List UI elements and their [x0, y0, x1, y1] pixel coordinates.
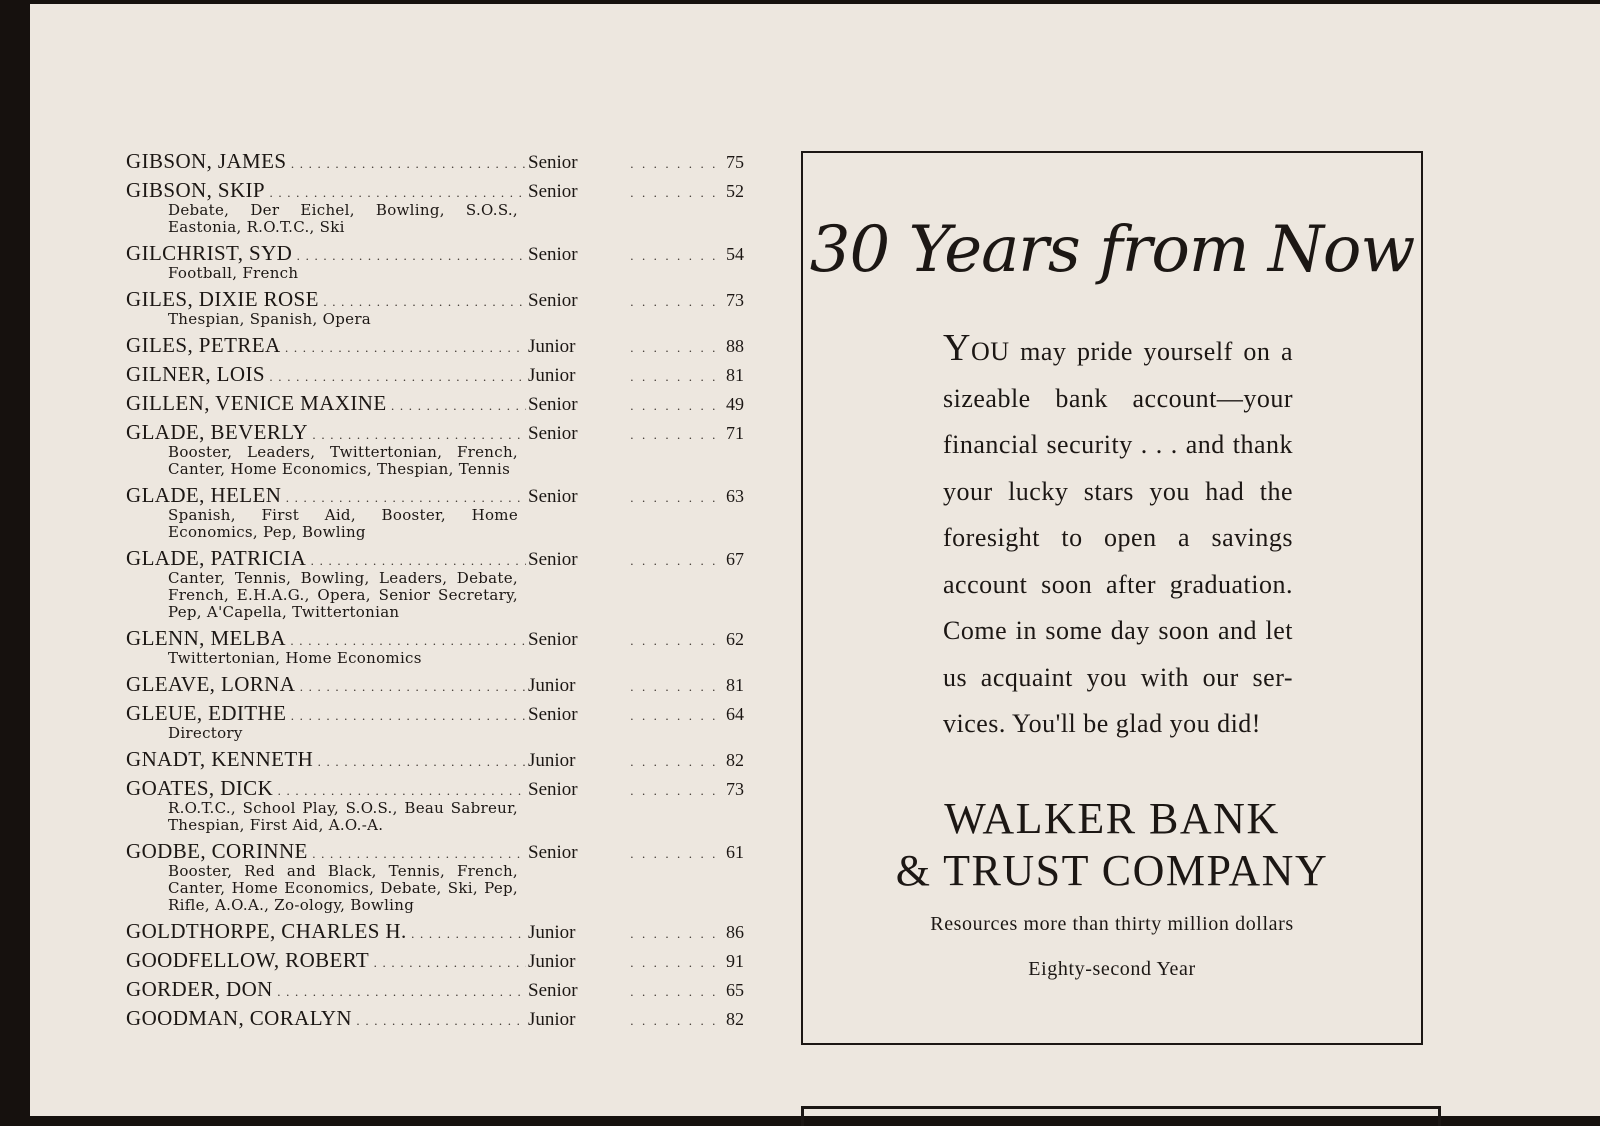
student-class: Junior	[528, 1009, 576, 1030]
page-number: 91	[726, 951, 744, 971]
bank-name-line1: WALKER BANK	[944, 794, 1280, 843]
index-entry	[126, 948, 766, 972]
page-number: 81	[726, 365, 744, 385]
index-entry-row	[126, 287, 766, 311]
student-class: Senior	[528, 842, 578, 863]
student-activities: Twittertonian, Home Economics	[168, 649, 422, 667]
page-number: 81	[726, 675, 744, 695]
index-entry-row	[126, 977, 766, 1001]
dot-leader: . . . . . . . .	[630, 708, 718, 723]
student-class: Junior	[528, 922, 576, 943]
student-name: GILES, DIXIE ROSE . . .	[126, 287, 526, 314]
index-entry	[126, 1006, 766, 1030]
next-ad-border	[801, 1106, 1441, 1126]
bank-name-line2: & TRUST COMPANY	[895, 846, 1329, 895]
student-activities: Debate, Der Eichel, Bowling, S.O.S., Eastonia, R.O.T.C., Ski	[168, 201, 518, 236]
index-entry	[126, 626, 766, 667]
index-entry	[126, 839, 766, 914]
student-class: Senior	[528, 152, 578, 173]
index-entry	[126, 149, 766, 173]
page-number: 82	[726, 1009, 744, 1029]
index-entry	[126, 483, 766, 541]
index-entry-row	[126, 839, 766, 863]
dot-leader: . . . . . . . .	[630, 156, 718, 171]
dot-leader: . . . . . . . .	[630, 490, 718, 505]
page-number: 82	[726, 750, 744, 770]
student-activities: Canter, Tennis, Bowling, Leaders, Debate, French, E.H.A.G., Opera, Senior Secretary, Pep, A'Capella, Twittertonian	[168, 569, 518, 621]
index-entry-row	[126, 1006, 766, 1030]
dot-leader: . . . . . . . .	[630, 926, 718, 941]
student-class: Junior	[528, 365, 576, 386]
student-name: GLEUE, EDITHE . . .	[126, 701, 526, 728]
index-entry-row	[126, 747, 766, 771]
index-entry-row	[126, 948, 766, 972]
dot-leader: . . . . . . . .	[630, 955, 718, 970]
page-number: 49	[726, 394, 744, 414]
student-class: Senior	[528, 486, 578, 507]
yearbook-page	[30, 4, 1600, 1116]
dot-leader: . . . . . . . .	[630, 398, 718, 413]
page-number: 67	[726, 549, 744, 569]
student-name: GILNER, LOIS . . .	[126, 362, 526, 389]
bank-year: Eighty-second Year	[1028, 958, 1196, 980]
index-entry-row	[126, 333, 766, 357]
student-class: Senior	[528, 290, 578, 311]
dot-leader: . . . . . . . .	[630, 294, 718, 309]
student-name: GOODMAN, CORALYN . . .	[126, 1006, 526, 1033]
student-class: Junior	[528, 750, 576, 771]
student-name: GIBSON, JAMES . . .	[126, 149, 526, 176]
student-activities: Booster, Leaders, Twittertonian, French, Canter, Home Economics, Thespian, Tennis	[168, 443, 518, 478]
student-name: GNADT, KENNETH . . .	[126, 747, 526, 774]
student-activities: Booster, Red and Black, Tennis, French, Canter, Home Economics, Debate, Ski, Pep, Rifle, A.O.A., Zo-ology, Bowling	[168, 862, 518, 914]
student-name: GIBSON, SKIP . . .	[126, 178, 526, 205]
dot-leader: . . . . . . . .	[630, 679, 718, 694]
ad-headline: 30 Years from Now	[809, 213, 1415, 287]
ad-body-text	[943, 325, 1293, 748]
student-name: GLENN, MELBA . . .	[126, 626, 526, 653]
page-number: 64	[726, 704, 744, 724]
dot-leader: . . . . . . . .	[630, 553, 718, 568]
page-number: 88	[726, 336, 744, 356]
student-name: GILES, PETREA . . .	[126, 333, 526, 360]
student-class: Senior	[528, 779, 578, 800]
page-number: 54	[726, 244, 744, 264]
dot-leader: . . . . . . . .	[630, 984, 718, 999]
student-class: Senior	[528, 629, 578, 650]
page-number: 52	[726, 181, 744, 201]
student-class: Senior	[528, 181, 578, 202]
ad-dropcap: Y	[943, 327, 971, 369]
index-entry	[126, 362, 766, 386]
index-entry	[126, 420, 766, 478]
index-entry	[126, 391, 766, 415]
index-entry-row	[126, 420, 766, 444]
index-entry-row	[126, 919, 766, 943]
student-class: Junior	[528, 675, 576, 696]
student-class: Senior	[528, 423, 578, 444]
student-name: GLEAVE, LORNA . . .	[126, 672, 526, 699]
student-class: Senior	[528, 244, 578, 265]
index-entry	[126, 747, 766, 771]
page-number: 63	[726, 486, 744, 506]
index-entry-row	[126, 776, 766, 800]
index-entry	[126, 701, 766, 742]
student-class: Senior	[528, 394, 578, 415]
student-name: GOATES, DICK . . .	[126, 776, 526, 803]
index-entry	[126, 977, 766, 1001]
index-entry-row	[126, 701, 766, 725]
student-name: GILLEN, VENICE MAXINE . . .	[126, 391, 526, 418]
index-entry-row	[126, 672, 766, 696]
dot-leader: . . . . . . . .	[630, 846, 718, 861]
index-entry-row	[126, 546, 766, 570]
index-entry-row	[126, 391, 766, 415]
student-name: GLADE, PATRICIA . . .	[126, 546, 526, 573]
student-class: Junior	[528, 336, 576, 357]
student-activities: Thespian, Spanish, Opera	[168, 310, 372, 328]
page-number: 65	[726, 980, 744, 1000]
student-class: Senior	[528, 549, 578, 570]
student-name: GILCHRIST, SYD . . .	[126, 241, 526, 268]
dot-leader: . . . . . . . .	[630, 340, 718, 355]
index-entry-row	[126, 483, 766, 507]
index-entry	[126, 178, 766, 236]
student-name: GODBE, CORINNE . . .	[126, 839, 526, 866]
page-number: 71	[726, 423, 744, 443]
page-number: 86	[726, 922, 744, 942]
dot-leader: . . . . . . . .	[630, 427, 718, 442]
student-activities: R.O.T.C., School Play, S.O.S., Beau Sabreur, Thespian, First Aid, A.O.-A.	[168, 799, 518, 834]
index-entry-row	[126, 149, 766, 173]
dot-leader: . . . . . . . .	[630, 1013, 718, 1028]
dot-leader: . . . . . . . .	[630, 633, 718, 648]
student-name: GORDER, DON . . .	[126, 977, 526, 1004]
page-number: 73	[726, 290, 744, 310]
index-entry	[126, 333, 766, 357]
student-index	[126, 149, 766, 1035]
dot-leader: . . . . . . . .	[630, 369, 718, 384]
student-class: Senior	[528, 980, 578, 1001]
index-entry	[126, 287, 766, 328]
student-name: GOODFELLOW, ROBERT . . .	[126, 948, 526, 975]
index-entry-row	[126, 626, 766, 650]
page-number: 73	[726, 779, 744, 799]
student-name: GOLDTHORPE, CHARLES H. . . .	[126, 919, 526, 946]
student-name: GLADE, HELEN . . .	[126, 483, 526, 510]
index-entry-row	[126, 241, 766, 265]
index-entry	[126, 241, 766, 282]
student-class: Senior	[528, 704, 578, 725]
index-entry	[126, 672, 766, 696]
student-activities: Spanish, First Aid, Booster, Home Economics, Pep, Bowling	[168, 506, 518, 541]
page-number: 61	[726, 842, 744, 862]
index-entry	[126, 776, 766, 834]
dot-leader: . . . . . . . .	[630, 185, 718, 200]
student-class: Junior	[528, 951, 576, 972]
dot-leader: . . . . . . . .	[630, 754, 718, 769]
dot-leader: . . . . . . . .	[630, 783, 718, 798]
page-number: 62	[726, 629, 744, 649]
student-activities: Directory	[168, 724, 243, 742]
index-entry	[126, 546, 766, 621]
dot-leader: . . . . . . . .	[630, 248, 718, 263]
student-activities: Football, French	[168, 264, 299, 282]
bank-advertisement	[801, 151, 1423, 1045]
index-entry-row	[126, 178, 766, 202]
student-name: GLADE, BEVERLY . . .	[126, 420, 526, 447]
ad-body-copy: OU may pride yourself on a sizeable bank account—your financial security . . . and thank your lucky stars you had the foresight to open a savings account soon after graduation. Come in some day soon and let us acquaint you with our ser-vices. You'll be glad you did!	[943, 337, 1293, 738]
page-number: 75	[726, 152, 744, 172]
bank-resources: Resources more than thirty million dollars	[930, 913, 1294, 935]
index-entry-row	[126, 362, 766, 386]
index-entry	[126, 919, 766, 943]
